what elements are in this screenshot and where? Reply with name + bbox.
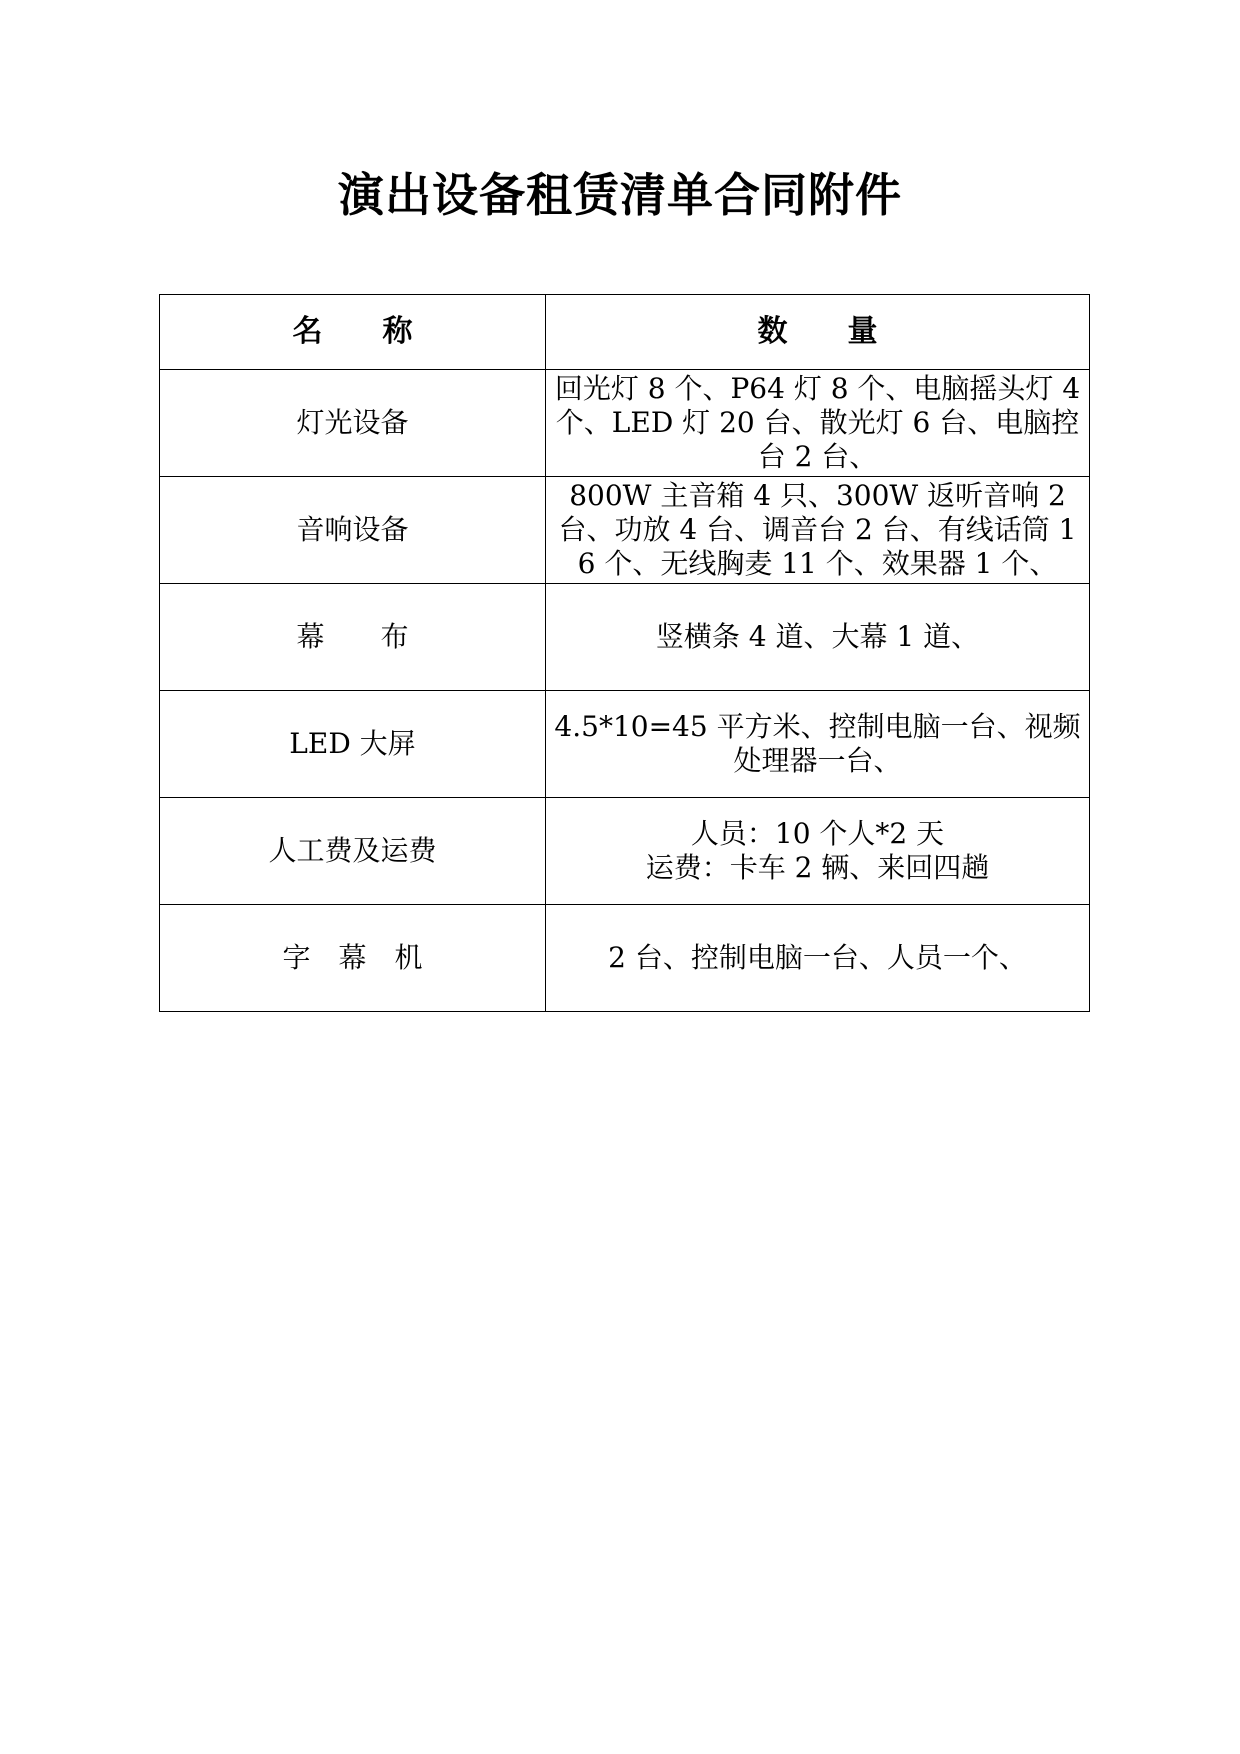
quantity-line: 人员：10 个人*2 天 — [690, 817, 945, 850]
quantity-line: 2 台、控制电脑一台、人员一个、 — [608, 941, 1027, 974]
row-quantity-cell — [546, 584, 1090, 691]
row-name-cell: 字 幕 机 — [160, 905, 546, 1012]
row-quantity-cell — [546, 905, 1090, 1012]
quantity-line: 竖横条 4 道、大幕 1 道、 — [655, 620, 980, 653]
equipment-rental-table — [159, 294, 1090, 1012]
row-quantity-cell — [546, 477, 1090, 584]
row-quantity-cell — [546, 798, 1090, 905]
quantity-line: 回光灯 8 个、P64 灯 8 个、电脑摇头灯 4 个、LED 灯 20 台、散光灯 6 台、电脑控台 2 台、 — [554, 372, 1081, 473]
table-row-labor-transport — [160, 798, 1090, 905]
table-header-row — [160, 295, 1090, 370]
row-name-cell: 灯光设备 — [160, 370, 546, 477]
document-title: 演出设备租赁清单合同附件 — [338, 168, 902, 222]
table-row-led-screen — [160, 691, 1090, 798]
header-name: 名 称 — [160, 295, 546, 370]
table-row-curtain — [160, 584, 1090, 691]
row-quantity-cell — [546, 691, 1090, 798]
table-row-lighting — [160, 370, 1090, 477]
row-name-cell: 人工费及运费 — [160, 798, 546, 905]
quantity-line: 4.5*10=45 平方米、控制电脑一台、视频处理器一台、 — [554, 710, 1081, 777]
quantity-line: 800W 主音箱 4 只、300W 返听音响 2 台、功放 4 台、调音台 2 台、有线话筒 16 个、无线胸麦 11 个、效果器 1 个、 — [558, 479, 1077, 580]
row-name-cell: 音响设备 — [160, 477, 546, 584]
header-quantity: 数 量 — [546, 295, 1090, 370]
table-row-subtitle-machine — [160, 905, 1090, 1012]
quantity-line: 运费：卡车 2 辆、来回四趟 — [645, 851, 990, 884]
row-name-cell: 幕 布 — [160, 584, 546, 691]
row-quantity-cell — [546, 370, 1090, 477]
table-row-audio — [160, 477, 1090, 584]
row-name-cell: LED 大屏 — [160, 691, 546, 798]
